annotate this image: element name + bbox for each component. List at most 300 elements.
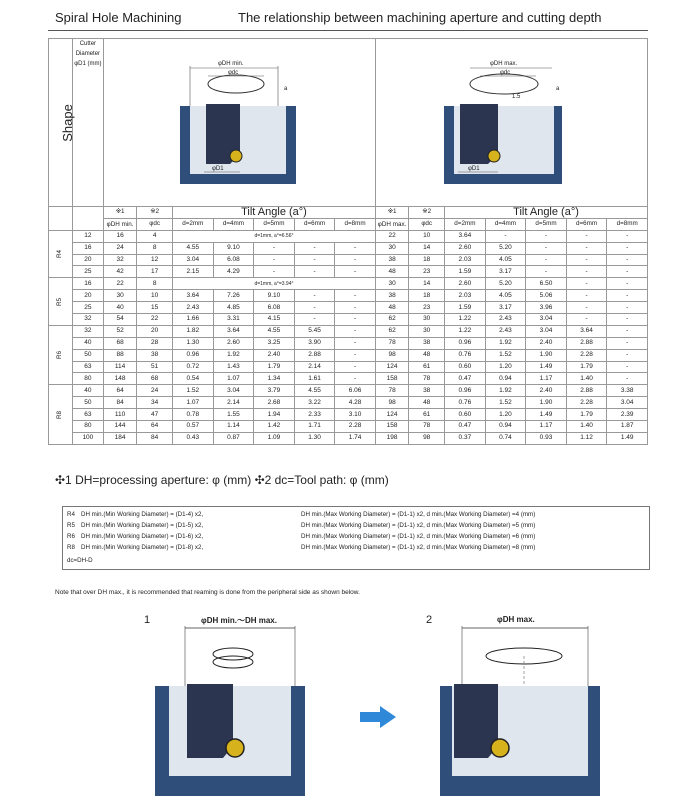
flow-arrow-icon [358,705,398,729]
table-cell: 184 [103,432,136,444]
table-cell: 0.78 [173,409,214,421]
table-cell: - [607,242,648,254]
legend-left: DH min.(Min Working Diameter) = (D1-4) x2, [81,511,204,518]
table-cell: - [526,242,567,254]
legend-row [67,522,535,529]
dh-max-label: φDH max. [490,61,518,67]
table-cell: - [254,254,295,266]
table-cell: 4.05 [485,254,526,266]
table-cell: 98 [409,432,445,444]
table-cell: 28 [137,337,173,349]
table-cell: - [485,230,526,242]
table-cell: 198 [375,432,408,444]
cutter-diameter-cell: 50 [72,349,103,361]
table-cell: 0.93 [526,432,567,444]
table-cell: 1.22 [445,314,486,326]
legend-left: DH min.(Min Working Diameter) = (D1-6) x2, [81,533,204,540]
col-dh-min: φDH min. [103,218,136,230]
legend-row [67,511,535,518]
table-cell: 1.30 [173,337,214,349]
table-cell: 16 [103,230,136,242]
table-cell: 0.43 [173,432,214,444]
table-cell: 5.45 [294,325,335,337]
table-cell: 3.04 [526,325,567,337]
table-cell: 1.90 [526,349,567,361]
table-cell: 1.09 [254,432,295,444]
dc-label: φdc [500,70,511,76]
shape-spacer [49,207,73,231]
table-cell: 0.54 [173,373,214,385]
tilt-angle-header: Tilt Angle (a°) [445,207,648,219]
table-cell: 1.61 [294,373,335,385]
col-mark: ※2 [409,207,445,219]
table-cell: 61 [409,361,445,373]
cutter-diameter-cell: 40 [72,337,103,349]
table-cell: 4.55 [254,325,295,337]
table-cell: 114 [103,361,136,373]
table-cell: 7.26 [213,290,254,302]
table-cell: 3.64 [445,230,486,242]
table-cell: 0.74 [485,432,526,444]
page-subtitle: The relationship between machining aperture and cutting depth [238,10,602,25]
table-cell: - [335,242,376,254]
table-cell: 42 [103,266,136,278]
legend-right: DH min.(Max Working Diameter) = (D1-1) x2, d min.(Max Working Diameter) =5 (mm) [301,522,536,529]
table-cell: 20 [137,325,173,337]
table-cell: - [526,266,567,278]
table-cell: 1.87 [607,421,648,433]
table-cell: 98 [375,397,408,409]
table-cell: 2.40 [526,385,567,397]
table-cell: 2.33 [294,409,335,421]
table-cell: 30 [375,278,408,290]
table-cell: 2.15 [173,266,214,278]
tilt-col: d=6mm [294,218,335,230]
table-cell: 4 [137,230,173,242]
table-cell: 23 [409,302,445,314]
table-cell: 4.55 [173,242,214,254]
table-cell: - [335,302,376,314]
table-row [49,432,648,444]
table-cell: 34 [137,397,173,409]
table-row [49,397,648,409]
legend-key: R4 [67,511,75,518]
col-mark: ※1 [103,207,136,219]
table-cell: 78 [409,421,445,433]
table-cell: 22 [103,278,136,290]
table-cell: - [294,266,335,278]
bottom-diagram-step1 [155,626,305,796]
legend-right: DH min.(Max Working Diameter) = (D1-1) x2, d min.(Max Working Diameter) =6 (mm) [301,533,536,540]
table-cell: 30 [103,290,136,302]
table-cell: 0.94 [485,421,526,433]
table-cell: 78 [375,337,408,349]
table-cell: 2.88 [566,385,607,397]
table-cell: 1.90 [526,397,567,409]
table-cell: 1.20 [485,361,526,373]
table-cell: 5.20 [485,242,526,254]
table-cell: 158 [375,421,408,433]
legend-right: DH min.(Max Working Diameter) = (D1-1) x2, d min.(Max Working Diameter) =8 (mm) [301,544,536,551]
table-cell: 54 [103,314,136,326]
legend-extra: dc=DH-D [67,557,93,564]
table-cell: 4.15 [254,314,295,326]
table-cell: 38 [375,290,408,302]
table-cell: 0.96 [445,337,486,349]
table-row [49,409,648,421]
table-cell: - [526,230,567,242]
table-cell: 48 [409,397,445,409]
table-row [49,421,648,433]
table-cell: 1.12 [566,432,607,444]
table-cell: 3.38 [607,385,648,397]
table-cell: 3.04 [526,314,567,326]
table-cell: 18 [409,290,445,302]
table-cell: 78 [375,385,408,397]
table-cell: 1.74 [335,432,376,444]
table-row [49,242,648,254]
table-cell: 0.94 [485,373,526,385]
shape-group-label: R5 [49,278,73,326]
table-row [49,361,648,373]
table-cell: - [335,373,376,385]
tilt-col: d=8mm [335,218,376,230]
table-cell: 10 [409,230,445,242]
table-cell: - [566,290,607,302]
d1-label: φD1 [212,166,224,172]
table-cell: 3.04 [213,385,254,397]
table-cell: 47 [137,409,173,421]
table-cell: 38 [409,337,445,349]
table-cell: 3.31 [213,314,254,326]
table-cell: 0.76 [445,349,486,361]
table-row [49,325,648,337]
table-cell: 0.47 [445,421,486,433]
table-cell: 2.03 [445,290,486,302]
table-cell: 18 [409,254,445,266]
table-cell: 9.10 [254,290,295,302]
table-cell: - [607,314,648,326]
table-cell: 88 [103,349,136,361]
insert-icon [491,739,509,757]
table-cell: 24 [137,385,173,397]
table-cell: 1.92 [485,337,526,349]
legend-key: R8 [67,544,75,551]
table-cell: 1.71 [294,421,335,433]
legend-left: DH min.(Min Working Diameter) = (D1-8) x2, [81,544,204,551]
table-cell: 2.03 [445,254,486,266]
table-cell: 84 [137,432,173,444]
table-cell: 2.14 [294,361,335,373]
table-cell: 48 [409,349,445,361]
table-cell: 2.88 [294,349,335,361]
shape-group-label: R6 [49,325,73,384]
table-cell: 62 [375,325,408,337]
table-cell: 3.04 [173,254,214,266]
table-cell: 1.52 [173,385,214,397]
table-cell: 2.43 [485,325,526,337]
spiral-path-icon [213,656,253,668]
table-cell: 24 [103,242,136,254]
table-cell: 1.49 [526,409,567,421]
a-label: a [284,86,288,92]
step2-label: φDH max. [497,615,535,624]
step2-number: 2 [426,614,433,626]
table-cell: 0.37 [445,432,486,444]
table-cell: 1.79 [254,361,295,373]
table-cell: 1.52 [485,397,526,409]
table-cell: 8 [137,278,173,290]
table-row [49,314,648,326]
table-cell: 1.34 [254,373,295,385]
table-cell: - [335,266,376,278]
table-row [49,373,648,385]
table-cell: 15 [137,302,173,314]
table-cell: 0.96 [173,349,214,361]
table-cell: - [566,314,607,326]
tilt-col: d=8mm [607,218,648,230]
table-cell: 0.76 [445,397,486,409]
table-cell: 0.60 [445,409,486,421]
cutter-diameter-cell: 40 [72,385,103,397]
header [0,0,690,36]
table-cell: 2.28 [566,397,607,409]
a-label: a [556,86,560,92]
table-cell: 1.79 [566,361,607,373]
table-cell: 1.49 [526,361,567,373]
table-cell: 3.22 [294,397,335,409]
legend-row [67,544,535,551]
cutter-spacer [72,207,103,231]
table-cell: 1.42 [254,421,295,433]
col-dc: φdc [137,218,173,230]
table-cell: 3.17 [485,266,526,278]
table-cell: 3.96 [526,302,567,314]
table-cell: - [294,314,335,326]
table-row [49,230,648,242]
dh-min-label: φDH min. [218,61,244,67]
table-cell: 30 [409,314,445,326]
table-cell: 2.14 [213,397,254,409]
tilt-col: d=2mm [445,218,486,230]
legend-row [67,533,535,540]
table-cell: - [607,266,648,278]
tilt-col: d=4mm [213,218,254,230]
table-cell: 5.20 [485,278,526,290]
table-cell: 2.40 [254,349,295,361]
col-mark: ※2 [137,207,173,219]
cutter-diameter-cell: 100 [72,432,103,444]
table-cell: - [607,230,648,242]
reaming-note: Note that over DH max., it is recommended that reaming is done from the peripheral side as shown below. [55,589,360,596]
table-cell: - [254,266,295,278]
table-cell: 0.96 [445,385,486,397]
tilt-col: d=5mm [526,218,567,230]
cutter-diameter-cell: 32 [72,314,103,326]
table-cell-span: d=1mm, a°=6.56° [173,230,376,242]
cutter-diameter-cell: 25 [72,302,103,314]
table-cell: 4.85 [213,302,254,314]
shape-group-label: R4 [49,230,73,278]
cutter-diameter-header: Cutter Diameter φD1 (mm) [72,39,103,207]
table-cell: 51 [137,361,173,373]
table-cell: 1.40 [566,373,607,385]
table-cell: 61 [409,409,445,421]
table-cell: 2.43 [173,302,214,314]
table-cell: 144 [103,421,136,433]
col-dc: φdc [409,218,445,230]
table-cell: - [254,242,295,254]
table-cell: 30 [375,242,408,254]
table-cell: - [335,290,376,302]
left-diagram-cell [103,39,375,207]
dc-label: φdc [228,70,239,76]
table-cell: 1.17 [526,373,567,385]
table-cell: 0.57 [173,421,214,433]
table-cell: 0.72 [173,361,214,373]
table-cell: 64 [137,421,173,433]
table-cell: - [607,302,648,314]
table-row [49,266,648,278]
table-cell: 3.04 [607,397,648,409]
table-cell: 4.55 [294,385,335,397]
d1-label: φD1 [468,166,480,172]
insert-icon [226,739,244,757]
table-cell: - [607,278,648,290]
cutter-diameter-cell: 16 [72,242,103,254]
table-cell: 3.90 [294,337,335,349]
table-cell: - [566,266,607,278]
table-cell: - [607,373,648,385]
table-cell: - [607,325,648,337]
table-cell: 1.59 [445,302,486,314]
table-cell: 9.10 [213,242,254,254]
table-cell: - [607,290,648,302]
table-cell: 1.07 [173,397,214,409]
tilt-col: d=2mm [173,218,214,230]
table-cell: 64 [103,385,136,397]
table-cell-span: d=1mm, a°=3.94° [173,278,376,290]
table-cell: 6.50 [526,278,567,290]
shape-group-label: R8 [49,385,73,444]
table-cell: 10 [137,290,173,302]
table-cell: - [335,325,376,337]
header-rule [48,30,648,31]
table-cell: 12 [137,254,173,266]
table-cell: - [294,254,335,266]
table-cell: 3.64 [566,325,607,337]
table-cell: - [335,314,376,326]
table-cell: 124 [375,409,408,421]
table-row [49,337,648,349]
cutter-diameter-cell: 16 [72,278,103,290]
table-cell: 98 [375,349,408,361]
table-cell: 2.60 [445,242,486,254]
table-cell: 158 [375,373,408,385]
table-cell: 8 [137,242,173,254]
offset-label: 1.5 [512,94,521,100]
table-cell: 3.64 [173,290,214,302]
table-cell: 1.40 [566,421,607,433]
table-cell: 1.17 [526,421,567,433]
footnote: ✣1 DH=processing aperture: φ (mm) ✣2 dc=Tool path: φ (mm) [55,473,389,487]
table-cell: 2.43 [485,314,526,326]
table-cell: 1.92 [213,349,254,361]
tilt-angle-header: Tilt Angle (a°) [173,207,376,219]
table-row [49,278,648,290]
cutter-diameter-cell: 63 [72,361,103,373]
table-cell: 2.39 [607,409,648,421]
table-cell: 62 [375,314,408,326]
table-cell: 17 [137,266,173,278]
table-row [49,290,648,302]
table-cell: - [526,254,567,266]
table-cell: 2.88 [566,337,607,349]
aperture-depth-table [48,38,648,445]
table-cell: 3.17 [485,302,526,314]
tilt-col: d=4mm [485,218,526,230]
table-row [49,302,648,314]
table-cell: 2.60 [445,278,486,290]
table-cell: 1.22 [445,325,486,337]
table-cell: 1.52 [485,349,526,361]
table-cell: 30 [409,325,445,337]
tilt-col: d=5mm [254,218,295,230]
table-cell: 38 [137,349,173,361]
table-row [49,349,648,361]
legend-right: DH min.(Max Working Diameter) = (D1-1) x2, d min.(Max Working Diameter) =4 (mm) [301,511,536,518]
table-cell: - [607,254,648,266]
table-cell: 1.49 [607,432,648,444]
table-cell: 1.55 [213,409,254,421]
cutter-diameter-cell: 80 [72,421,103,433]
table-cell: 2.28 [566,349,607,361]
table-cell: 3.64 [213,325,254,337]
table-cell: - [566,278,607,290]
legend-box [62,506,650,570]
table-cell: 1.30 [294,432,335,444]
table-cell: 2.28 [335,421,376,433]
table-cell: 22 [375,230,408,242]
tilt-col: d=6mm [566,218,607,230]
table-cell: 1.14 [213,421,254,433]
table-cell: 23 [409,266,445,278]
cutter-diameter-cell: 25 [72,266,103,278]
table-cell: 110 [103,409,136,421]
col-mark: ※1 [375,207,408,219]
table-cell: 14 [409,242,445,254]
cutter-diameter-cell: 12 [72,230,103,242]
table-cell: - [335,337,376,349]
table-cell: 1.79 [566,409,607,421]
table-cell: 1.82 [173,325,214,337]
table-cell: 48 [375,302,408,314]
table-cell: 6.08 [254,302,295,314]
table-cell: - [607,361,648,373]
right-diagram-cell [375,39,647,207]
table-cell: 5.06 [526,290,567,302]
table-cell: - [607,337,648,349]
table-cell: - [566,302,607,314]
table-cell: 3.25 [254,337,295,349]
table-cell: - [294,242,335,254]
table-cell: 38 [375,254,408,266]
table-cell: 124 [375,361,408,373]
table-cell: - [566,254,607,266]
table-cell: 4.05 [485,290,526,302]
table-cell: 22 [137,314,173,326]
cutter-diameter-cell: 20 [72,254,103,266]
